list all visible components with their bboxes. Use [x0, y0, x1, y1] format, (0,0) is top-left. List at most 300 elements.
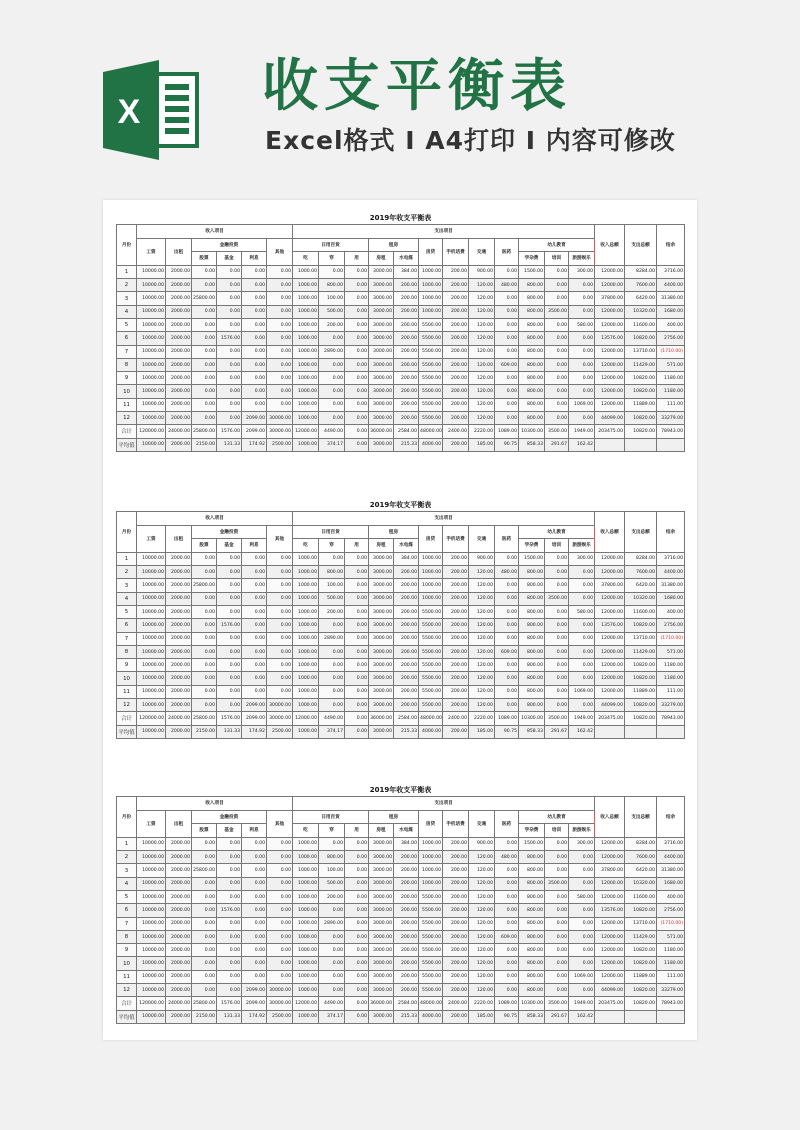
cell: 5500.00 — [419, 685, 443, 698]
cell: 2756.00 — [657, 619, 685, 632]
cell: 10820.00 — [625, 412, 657, 425]
page-title: 收支平衡表 — [262, 54, 572, 119]
cell: 800.00 — [519, 385, 545, 398]
cell: 1576.00 — [217, 619, 242, 632]
cell: 609.00 — [495, 358, 519, 371]
header-salary: 工资 — [137, 238, 166, 265]
cell: 0.00 — [319, 645, 345, 658]
cell: 12000.00 — [595, 672, 625, 685]
row-label: 1 — [117, 265, 137, 278]
row-label: 1 — [117, 552, 137, 565]
cell: 2000.00 — [166, 632, 192, 645]
row-label: 3 — [117, 579, 137, 592]
cell: 200.00 — [443, 957, 469, 970]
cell: 0.00 — [545, 552, 569, 565]
cell: 0.00 — [192, 372, 217, 385]
cell: 8284.00 — [625, 837, 657, 850]
cell: 3000.00 — [369, 372, 394, 385]
cell: 0.00 — [569, 984, 595, 997]
cell: 120000.00 — [137, 712, 166, 725]
cell: 36000.00 — [369, 712, 394, 725]
cell — [595, 725, 625, 738]
row-label: 5 — [117, 605, 137, 618]
cell: 0.00 — [319, 685, 345, 698]
cell: 5500.00 — [419, 917, 443, 930]
header-phone: 手机话费 — [443, 810, 469, 837]
header-leisure: 旅游娱乐 — [569, 252, 595, 266]
cell: 0.00 — [495, 699, 519, 712]
header-interest: 利息 — [242, 539, 267, 553]
cell: 120.00 — [469, 398, 495, 411]
cell: 480.00 — [495, 279, 519, 292]
cell: 174.92 — [242, 438, 267, 451]
cell: 0.00 — [345, 685, 369, 698]
cell: 12000.00 — [595, 358, 625, 371]
cell: 10300.00 — [519, 425, 545, 438]
header-rent: 房租 — [369, 539, 394, 553]
cell: 0.00 — [217, 957, 242, 970]
cell: 1949.00 — [569, 425, 595, 438]
row-label: 8 — [117, 930, 137, 943]
cell: 0.00 — [495, 332, 519, 345]
cell: 3000.00 — [369, 930, 394, 943]
cell: 120.00 — [469, 957, 495, 970]
cell: 120.00 — [469, 917, 495, 930]
cell: 2000.00 — [166, 864, 192, 877]
cell — [595, 438, 625, 451]
cell: 0.00 — [495, 984, 519, 997]
cell: 1000.00 — [293, 672, 319, 685]
cell: 0.00 — [569, 930, 595, 943]
cell: 200.00 — [394, 372, 419, 385]
header-total-income: 收入总额 — [595, 797, 625, 838]
cell: 0.00 — [242, 579, 267, 592]
cell: 200.00 — [394, 385, 419, 398]
cell: 1069.00 — [569, 398, 595, 411]
cell: 11429.00 — [625, 645, 657, 658]
cell: 10000.00 — [137, 877, 166, 890]
cell: 2099.00 — [242, 699, 267, 712]
cell: 0.00 — [267, 552, 293, 565]
cell: 12000.00 — [595, 837, 625, 850]
cell: 800.00 — [519, 412, 545, 425]
row-label: 4 — [117, 592, 137, 605]
cell: 1180.00 — [657, 957, 685, 970]
cell: 120.00 — [469, 605, 495, 618]
cell: 25800.00 — [192, 997, 217, 1010]
cell: 0.00 — [545, 372, 569, 385]
cell: 1000.00 — [293, 864, 319, 877]
cell: 0.00 — [217, 305, 242, 318]
cell: 3000.00 — [369, 265, 394, 278]
cell: 12000.00 — [293, 425, 319, 438]
cell: 0.00 — [267, 358, 293, 371]
average-row — [117, 438, 685, 451]
cell: 7600.00 — [625, 851, 657, 864]
cell: 2000.00 — [166, 579, 192, 592]
cell: 200.00 — [443, 890, 469, 903]
cell: 0.00 — [319, 412, 345, 425]
cell: 0.00 — [495, 904, 519, 917]
cell: 10320.00 — [625, 305, 657, 318]
cell: 48000.00 — [419, 712, 443, 725]
header-medical: 医药 — [495, 525, 519, 552]
cell: 2099.00 — [242, 984, 267, 997]
cell: 0.00 — [569, 851, 595, 864]
header-use: 用 — [345, 252, 369, 266]
cell: 0.00 — [545, 632, 569, 645]
cell: 1000.00 — [419, 837, 443, 850]
cell: 0.00 — [545, 412, 569, 425]
cell: 1069.00 — [569, 970, 595, 983]
cell: 25800.00 — [192, 712, 217, 725]
cell: 13710.00 — [625, 345, 657, 358]
cell: 0.00 — [267, 605, 293, 618]
cell: 0.00 — [192, 632, 217, 645]
cell: 0.00 — [192, 930, 217, 943]
cell: 0.00 — [242, 279, 267, 292]
row-label: 合计 — [117, 997, 137, 1010]
cell: 200.00 — [394, 645, 419, 658]
cell: 0.00 — [545, 358, 569, 371]
cell: 90.75 — [495, 438, 519, 451]
cell: 10000.00 — [137, 864, 166, 877]
cell: 5500.00 — [419, 345, 443, 358]
cell: 1000.00 — [293, 645, 319, 658]
cell: 120.00 — [469, 699, 495, 712]
cell: 10820.00 — [625, 672, 657, 685]
header-leisure: 旅游娱乐 — [569, 824, 595, 838]
cell: 0.00 — [192, 685, 217, 698]
cell: 2000.00 — [166, 930, 192, 943]
header-utilities: 水电煤 — [394, 539, 419, 553]
cell: 12000.00 — [595, 645, 625, 658]
cell: 200.00 — [443, 851, 469, 864]
cell: 3000.00 — [369, 659, 394, 672]
cell: 0.00 — [217, 864, 242, 877]
cell: 10000.00 — [137, 685, 166, 698]
cell: 1000.00 — [419, 877, 443, 890]
header-eat: 吃 — [293, 824, 319, 838]
cell: 200.00 — [394, 877, 419, 890]
cell: 1000.00 — [293, 332, 319, 345]
cell: 0.00 — [242, 265, 267, 278]
cell: 0.00 — [217, 358, 242, 371]
cell: 2400.00 — [443, 425, 469, 438]
cell: 1680.00 — [657, 305, 685, 318]
cell: 3000.00 — [369, 877, 394, 890]
cell: 0.00 — [217, 265, 242, 278]
cell: 0.00 — [242, 292, 267, 305]
cell: 5500.00 — [419, 318, 443, 331]
cell: 0.00 — [569, 944, 595, 957]
cell: 200.00 — [394, 890, 419, 903]
cell: 0.00 — [569, 632, 595, 645]
cell: 1000.00 — [293, 398, 319, 411]
row-label: 5 — [117, 318, 137, 331]
cell: 200.00 — [394, 930, 419, 943]
cell: 0.00 — [495, 877, 519, 890]
cell: 200.00 — [443, 592, 469, 605]
cell: 12000.00 — [595, 566, 625, 579]
cell: 24000.00 — [166, 425, 192, 438]
cell: 0.00 — [495, 970, 519, 983]
cell: 0.00 — [345, 970, 369, 983]
cell: 0.00 — [345, 632, 369, 645]
cell: 10000.00 — [137, 917, 166, 930]
cell: 571.00 — [657, 358, 685, 371]
header-total-expense: 支出总额 — [625, 512, 657, 553]
cell: 120.00 — [469, 851, 495, 864]
cell: 120.00 — [469, 685, 495, 698]
cell: 0.00 — [495, 837, 519, 850]
cell: 3000.00 — [369, 279, 394, 292]
cell: 120.00 — [469, 566, 495, 579]
cell: 120.00 — [469, 345, 495, 358]
cell: 10000.00 — [137, 279, 166, 292]
cell — [657, 438, 685, 451]
row-label: 合计 — [117, 712, 137, 725]
cell: 6420.00 — [625, 292, 657, 305]
cell: 10000.00 — [137, 372, 166, 385]
row-label: 7 — [117, 345, 137, 358]
cell: 200.00 — [443, 864, 469, 877]
cell: 0.00 — [495, 318, 519, 331]
cell: 30000.00 — [267, 425, 293, 438]
cell: 384.00 — [394, 837, 419, 850]
cell: 0.00 — [495, 345, 519, 358]
cell: 0.00 — [242, 890, 267, 903]
cell: 800.00 — [519, 632, 545, 645]
row-label: 合计 — [117, 425, 137, 438]
cell: 0.00 — [267, 659, 293, 672]
cell: 3000.00 — [369, 837, 394, 850]
cell: 0.00 — [242, 685, 267, 698]
cell: 2000.00 — [166, 552, 192, 565]
cell: 0.00 — [242, 619, 267, 632]
cell: 3500.00 — [545, 997, 569, 1010]
cell: 1000.00 — [293, 725, 319, 738]
table-row — [117, 265, 685, 278]
cell: 0.00 — [545, 930, 569, 943]
cell: 10000.00 — [137, 566, 166, 579]
cell: 0.00 — [192, 398, 217, 411]
cell: 1000.00 — [293, 438, 319, 451]
cell: (1710.00) — [657, 917, 685, 930]
cell: 2000.00 — [166, 725, 192, 738]
header-total-income: 收入总额 — [595, 225, 625, 266]
cell: 3000.00 — [369, 305, 394, 318]
cell: 0.00 — [192, 904, 217, 917]
row-label: 10 — [117, 957, 137, 970]
cell: 200.00 — [394, 345, 419, 358]
cell: 3000.00 — [369, 1010, 394, 1023]
cell: 200.00 — [443, 358, 469, 371]
cell: 12000.00 — [595, 944, 625, 957]
cell: 10000.00 — [137, 592, 166, 605]
cell: 2000.00 — [166, 358, 192, 371]
cell: 200.00 — [443, 930, 469, 943]
cell: 2000.00 — [166, 265, 192, 278]
cell: 200.00 — [394, 292, 419, 305]
header-daily-group: 日用百货 — [293, 238, 369, 252]
cell: 0.00 — [345, 930, 369, 943]
cell: 2000.00 — [166, 619, 192, 632]
cell: 0.00 — [319, 398, 345, 411]
cell: 200.00 — [443, 944, 469, 957]
cell: 3716.00 — [657, 837, 685, 850]
cell: 0.00 — [495, 890, 519, 903]
cell: 10000.00 — [137, 930, 166, 943]
cell: 0.00 — [319, 904, 345, 917]
cell: 800.00 — [519, 605, 545, 618]
cell: 0.00 — [545, 332, 569, 345]
cell: 0.00 — [192, 592, 217, 605]
cell: 0.00 — [569, 372, 595, 385]
cell: 0.00 — [545, 984, 569, 997]
table-row — [117, 292, 685, 305]
header-transport: 交通 — [469, 238, 495, 265]
cell: 5500.00 — [419, 984, 443, 997]
row-label: 10 — [117, 672, 137, 685]
cell: 0.00 — [345, 984, 369, 997]
cell: 0.00 — [192, 358, 217, 371]
cell: 120.00 — [469, 385, 495, 398]
cell: 1000.00 — [293, 944, 319, 957]
cell: 3000.00 — [369, 645, 394, 658]
header-training: 培训 — [545, 252, 569, 266]
cell: 36000.00 — [369, 425, 394, 438]
cell: 200.00 — [394, 566, 419, 579]
sheet-title: 2019年收支平衡表 — [369, 786, 432, 794]
cell: 1680.00 — [657, 877, 685, 890]
cell: 0.00 — [345, 645, 369, 658]
cell: 5500.00 — [419, 944, 443, 957]
cell: 0.00 — [217, 632, 242, 645]
cell: 1000.00 — [419, 305, 443, 318]
cell: 4000.00 — [419, 1010, 443, 1023]
cell: 0.00 — [267, 957, 293, 970]
cell: 30000.00 — [267, 984, 293, 997]
table-row — [117, 632, 685, 645]
cell — [625, 438, 657, 451]
header-eat: 吃 — [293, 539, 319, 553]
cell: 0.00 — [345, 345, 369, 358]
cell: 10820.00 — [625, 997, 657, 1010]
table-row — [117, 372, 685, 385]
cell: 3000.00 — [369, 592, 394, 605]
cell: 1000.00 — [293, 837, 319, 850]
cell: 800.00 — [319, 279, 345, 292]
cell: 1000.00 — [419, 566, 443, 579]
cell: 0.00 — [319, 930, 345, 943]
cell: 0.00 — [545, 605, 569, 618]
row-label: 6 — [117, 904, 137, 917]
cell: 2500.00 — [267, 725, 293, 738]
table-row — [117, 672, 685, 685]
cell: 0.00 — [242, 398, 267, 411]
cell: 0.00 — [192, 944, 217, 957]
cell: 1000.00 — [419, 579, 443, 592]
cell: 0.00 — [192, 659, 217, 672]
cell: 200.00 — [394, 605, 419, 618]
cell: 2000.00 — [166, 970, 192, 983]
cell: 0.00 — [267, 904, 293, 917]
table-row — [117, 957, 685, 970]
cell: 10000.00 — [137, 970, 166, 983]
cell: 0.00 — [319, 659, 345, 672]
cell: 0.00 — [545, 904, 569, 917]
cell: 1000.00 — [419, 851, 443, 864]
cell: 0.00 — [345, 712, 369, 725]
cell: 1000.00 — [293, 877, 319, 890]
cell: 2220.00 — [469, 712, 495, 725]
cell: 10820.00 — [625, 712, 657, 725]
cell: 215.33 — [394, 1010, 419, 1023]
cell: 0.00 — [545, 566, 569, 579]
table-row — [117, 279, 685, 292]
cell: 3000.00 — [369, 332, 394, 345]
cell: 1000.00 — [419, 265, 443, 278]
cell: 200.00 — [394, 318, 419, 331]
cell: 374.17 — [319, 1010, 345, 1023]
header-expense-group: 支出项目 — [293, 797, 595, 811]
header-eat: 吃 — [293, 252, 319, 266]
cell: 0.00 — [345, 412, 369, 425]
cell: 30000.00 — [267, 412, 293, 425]
cell: 3000.00 — [369, 398, 394, 411]
cell: 4400.00 — [657, 851, 685, 864]
cell: 0.00 — [267, 292, 293, 305]
cell: 4400.00 — [657, 566, 685, 579]
cell: 200.00 — [394, 944, 419, 957]
cell: 3000.00 — [369, 864, 394, 877]
cell: 10000.00 — [137, 619, 166, 632]
cell: 2000.00 — [166, 332, 192, 345]
cell: 0.00 — [217, 984, 242, 997]
cell: 0.00 — [217, 645, 242, 658]
cell: 800.00 — [519, 292, 545, 305]
cell: 120.00 — [469, 672, 495, 685]
cell: 1000.00 — [293, 592, 319, 605]
table-row — [117, 579, 685, 592]
cell: 0.00 — [192, 318, 217, 331]
cell: 5500.00 — [419, 672, 443, 685]
cell: 0.00 — [267, 398, 293, 411]
cell: 0.00 — [545, 685, 569, 698]
cell: 0.00 — [569, 566, 595, 579]
cell: 2220.00 — [469, 997, 495, 1010]
cell: 2000.00 — [166, 1010, 192, 1023]
cell: 200.00 — [443, 385, 469, 398]
cell: 7600.00 — [625, 566, 657, 579]
cell: 0.00 — [192, 605, 217, 618]
cell: 800.00 — [519, 984, 545, 997]
cell: 291.67 — [545, 1010, 569, 1023]
cell: 0.00 — [569, 279, 595, 292]
cell: 0.00 — [495, 385, 519, 398]
cell: 374.17 — [319, 438, 345, 451]
cell: 0.00 — [192, 265, 217, 278]
cell: 0.00 — [545, 619, 569, 632]
cell: 0.00 — [319, 957, 345, 970]
cell: 0.00 — [267, 970, 293, 983]
cell: 120.00 — [469, 877, 495, 890]
header-daily-group: 日用百货 — [293, 810, 369, 824]
cell: 2000.00 — [166, 318, 192, 331]
cell: 384.00 — [394, 552, 419, 565]
cell: 480.00 — [495, 566, 519, 579]
